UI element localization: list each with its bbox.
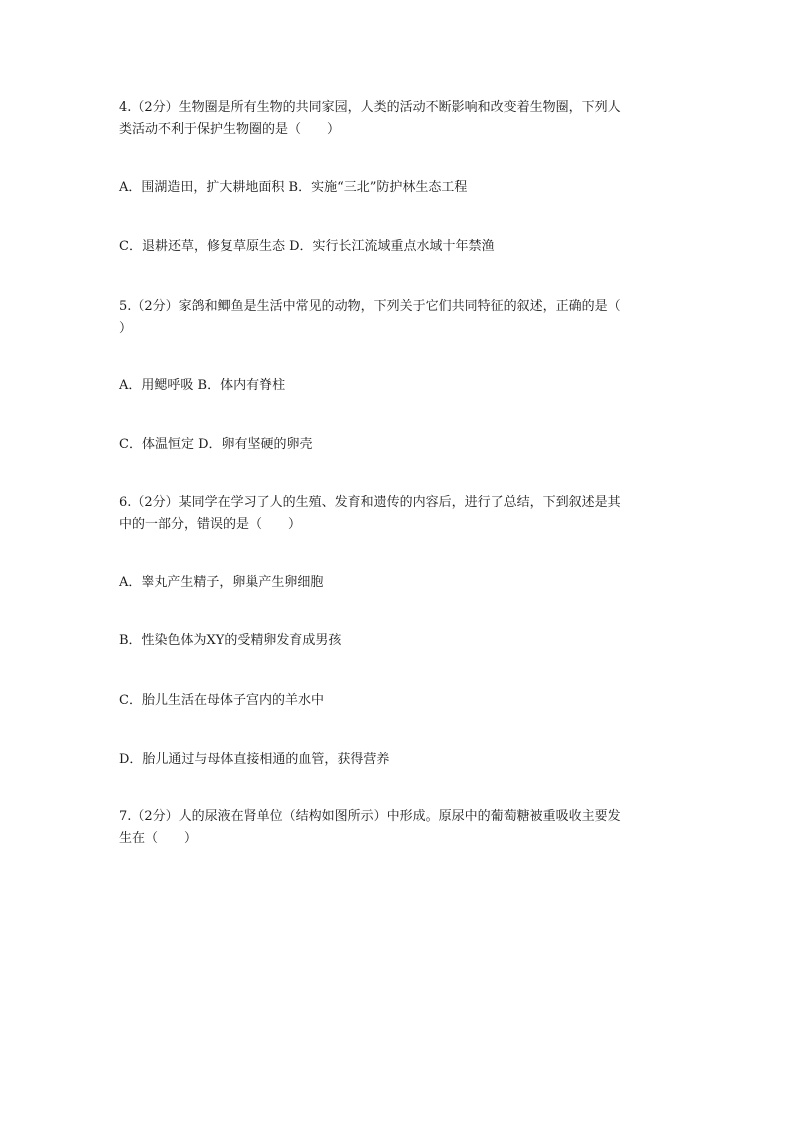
q4-options-ab: A．围湖造田，扩大耕地面积 B．实施“三北”防护林生态工程 <box>119 180 468 195</box>
q4-stem-line2: 类活动不利于保护生物圈的是（ ） <box>119 122 341 137</box>
q5-stem-line1: 5.（2分）家鸽和鲫鱼是生活中常见的动物，下列关于它们共同特征的叙述，正确的是（ <box>119 299 621 314</box>
q7-stem-line1: 7.（2分）人的尿液在肾单位（结构如图所示）中形成。原尿中的葡萄糖被重吸收主要发 <box>119 809 621 824</box>
q7-stem-line2: 生在（ ） <box>119 831 198 846</box>
q4-stem-line1: 4.（2分）生物圈是所有生物的共同家园，人类的活动不断影响和改变着生物圈，下列人 <box>119 100 621 115</box>
q6-stem-line2: 中的一部分，错误的是（ ） <box>119 517 302 532</box>
q5-options-ab: A．用鳃呼吸 B．体内有脊柱 <box>119 378 286 393</box>
q6-stem-line1: 6.（2分）某同学在学习了人的生殖、发育和遗传的内容后，进行了总结，下到叙述是其 <box>119 495 621 510</box>
q4-options-cd: C．退耕还草，修复草原生态 D．实行长江流域重点水域十年禁渔 <box>119 239 495 254</box>
q5-stem-line2: ） <box>119 321 133 336</box>
q6-option-a: A．睾丸产生精子，卵巢产生卵细胞 <box>119 575 324 590</box>
q6-option-d: D．胎儿通过与母体直接相通的血管，获得营养 <box>119 752 390 767</box>
q5-options-cd: C．体温恒定 D．卵有坚硬的卵壳 <box>119 437 313 452</box>
q6-option-b: B．性染色体为XY的受精卵发育成男孩 <box>119 633 342 648</box>
q6-option-c: C．胎儿生活在母体子宫内的羊水中 <box>119 693 324 708</box>
